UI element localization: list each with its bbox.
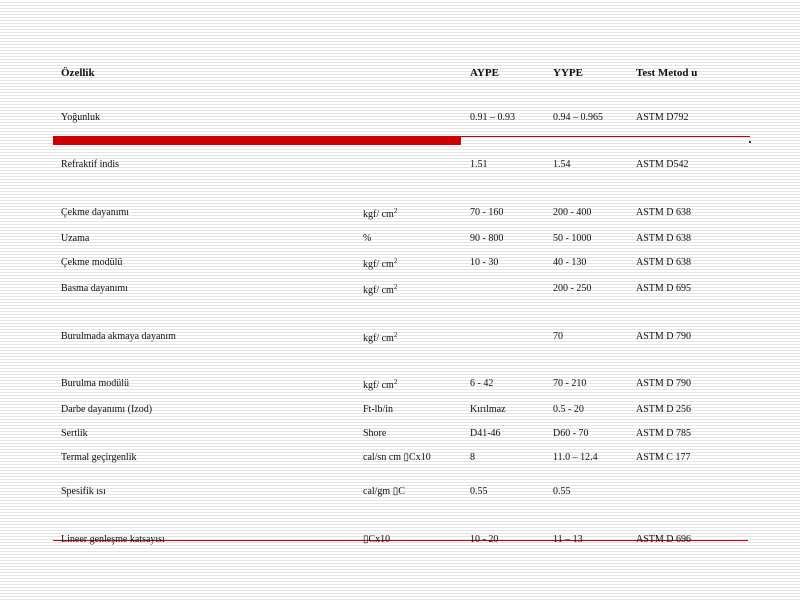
row-test: ASTM D 790: [636, 378, 692, 389]
row-property: Lineer genleşme katsayısı: [61, 534, 165, 545]
row-yype: 11.0 – 12.4: [553, 452, 598, 463]
row-property: Burulmada akmaya dayanım: [61, 331, 176, 342]
row-test: ASTM D 790: [636, 331, 692, 342]
row-yype: 40 - 130: [553, 257, 587, 268]
row-aype: 0.55: [470, 486, 488, 497]
row-aype: Kırılmaz: [470, 404, 506, 415]
red-accent-bar: [53, 137, 461, 145]
row-test: ASTM D 638: [636, 207, 692, 218]
header-property: Özellik: [61, 67, 95, 79]
row-aype: 0.91 – 0.93: [470, 112, 515, 123]
row-aype: D41-46: [470, 428, 501, 439]
row-test: ASTM C 177: [636, 452, 691, 463]
row-unit: ▯Cx10: [363, 534, 391, 545]
row-unit: kgf/ $cm^2$: [363, 283, 398, 296]
row-unit: kgf/ $cm^2$: [363, 207, 398, 220]
row-yype: 70 - 210: [553, 378, 587, 389]
row-property: Termal geçirgenlik: [61, 452, 137, 463]
row-test: ASTM D 638: [636, 233, 692, 244]
row-property: Spesifik ısı: [61, 486, 106, 497]
row-yype: 11 – 13: [553, 534, 583, 545]
row-property: Uzama: [61, 233, 90, 244]
header-test-method: Test Metod u: [636, 67, 698, 79]
row-property: Çekme modülü: [61, 257, 123, 268]
row-yype: 70: [553, 331, 563, 342]
row-yype: D60 - 70: [553, 428, 589, 439]
row-aype: 10 - 20: [470, 534, 499, 545]
row-property: Refraktif indis: [61, 159, 120, 170]
header-yype: YYPE: [553, 67, 583, 79]
row-aype: 90 - 800: [470, 233, 504, 244]
row-test: ASTM D 638: [636, 257, 692, 268]
row-unit: cal/sn cm ▯Cx10: [363, 452, 431, 463]
row-property: Burulma modülü: [61, 378, 130, 389]
row-aype: 6 - 42: [470, 378, 494, 389]
row-yype: 50 - 1000: [553, 233, 592, 244]
row-yype: 0.94 – 0.965: [553, 112, 603, 123]
row-property: Yoğunluk: [61, 112, 100, 123]
row-unit: cal/gm ▯C: [363, 486, 405, 497]
row-test: ASTM D542: [636, 159, 689, 170]
row-aype: 10 - 30: [470, 257, 499, 268]
row-property: Darbe dayanımı (Izod): [61, 404, 153, 415]
row-yype: 1.54: [553, 159, 571, 170]
row-unit: kgf/ $cm^2$: [363, 257, 398, 270]
row-test: ASTM D 695: [636, 283, 692, 294]
row-yype: 0.5 - 20: [553, 404, 584, 415]
row-test: ASTM D792: [636, 112, 689, 123]
row-aype: 1.51: [470, 159, 488, 170]
row-property: Sertlik: [61, 428, 88, 439]
row-property: Basma dayanımı: [61, 283, 128, 294]
row-unit: kgf/ $cm^2$: [363, 378, 398, 391]
row-test: ASTM D 785: [636, 428, 692, 439]
row-yype: 200 - 400: [553, 207, 592, 218]
row-property: Çekme dayanımı: [61, 207, 130, 218]
row-yype: 200 - 250: [553, 283, 592, 294]
row-aype: 70 - 160: [470, 207, 504, 218]
row-test: ASTM D 696: [636, 534, 692, 545]
row-unit: kgf/ $cm^2$: [363, 331, 398, 344]
header-aype: AYPE: [470, 67, 499, 79]
row-unit: Shore: [363, 428, 387, 439]
row-test: ASTM D 256: [636, 404, 692, 415]
divider-end-dot: [749, 141, 751, 143]
row-unit: %: [363, 233, 372, 244]
row-unit: Ft-lb/in: [363, 404, 394, 415]
row-aype: 8: [470, 452, 475, 463]
row-yype: 0.55: [553, 486, 571, 497]
